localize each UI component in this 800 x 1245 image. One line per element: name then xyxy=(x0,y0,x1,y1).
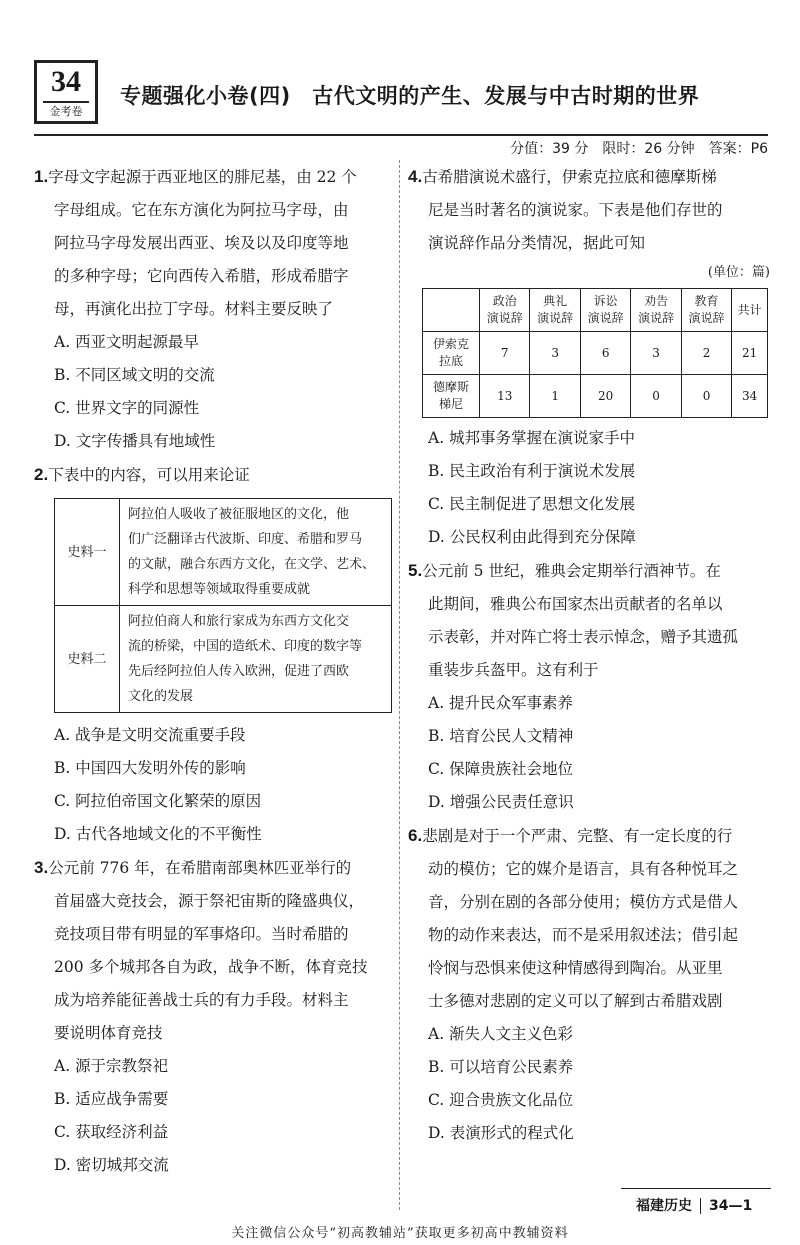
option-c[interactable]: C. 获取经济利益 xyxy=(54,1123,169,1141)
question-line: 阿拉马字母发展出西亚、埃及以及印度等地 xyxy=(54,234,349,252)
table-cell: 0 xyxy=(631,375,681,418)
option-a[interactable]: A. 战争是文明交流重要手段 xyxy=(54,726,246,744)
logo-badge xyxy=(34,60,98,124)
table-corner xyxy=(423,289,480,332)
question-6 xyxy=(408,819,770,1150)
header-cell: 典礼 演说辞 xyxy=(530,289,580,332)
question-number: 4. xyxy=(408,167,423,186)
header-cell: 诉讼 演说辞 xyxy=(580,289,630,332)
question-line: 首届盛大竞技会，源于祭祀宙斯的隆盛典仪， xyxy=(54,892,365,910)
option-d[interactable]: D. 文字传播具有地域性 xyxy=(54,432,216,450)
question-line: 古希腊演说术盛行，伊索克拉底和德摩斯梯 xyxy=(422,168,717,186)
question-line: 动的模仿；它的媒介是语言，具有各种悦耳之 xyxy=(428,860,739,878)
footer-divider xyxy=(621,1188,771,1189)
material-line: 阿拉伯人吸收了被征服地区的文化，他 xyxy=(128,507,350,522)
material-line: 先后经阿拉伯人传入欧洲，促进了西欧 xyxy=(128,664,350,679)
option-d[interactable]: D. 密切城邦交流 xyxy=(54,1156,169,1174)
header-cell: 共计 xyxy=(732,289,768,332)
question-line: 母，再演化出拉丁字母。材料主要反映了 xyxy=(54,300,334,318)
material-label: 史料一 xyxy=(55,499,120,606)
question-line: 此期间，雅典公布国家杰出贡献者的名单以 xyxy=(428,595,723,613)
bottom-note: 关注微信公众号“初高教辅站”获取更多初高中教辅资料 xyxy=(231,1226,569,1241)
option-a[interactable]: A. 城邦事务掌握在演说家手中 xyxy=(428,429,636,447)
question-line: 音，分别在剧的各部分使用；模仿方式是借人 xyxy=(428,893,739,911)
material-line: 们广泛翻译古代波斯、印度、希腊和罗马 xyxy=(128,532,363,547)
option-b[interactable]: B. 培育公民人文精神 xyxy=(428,727,574,745)
footer-subject: 福建历史 xyxy=(636,1198,692,1214)
option-c[interactable]: C. 民主制促进了思想文化发展 xyxy=(428,495,636,513)
question-line: 士多德对悲剧的定义可以了解到古希腊戏剧 xyxy=(428,992,723,1010)
material-table xyxy=(54,498,392,713)
option-c[interactable]: C. 保障贵族社会地位 xyxy=(428,760,574,778)
question-line: 字母文字起源于西亚地区的腓尼基，由 22 个 xyxy=(48,168,357,186)
question-number: 3. xyxy=(34,858,49,877)
question-2 xyxy=(34,458,394,851)
option-d[interactable]: D. 表演形式的程式化 xyxy=(428,1124,574,1142)
option-b[interactable]: B. 不同区域文明的交流 xyxy=(54,366,215,384)
material-line: 文化的发展 xyxy=(128,689,194,704)
table-cell: 2 xyxy=(681,332,731,375)
material-line: 流的桥梁，中国的造纸术、印度的数字等 xyxy=(128,639,363,654)
material-text xyxy=(120,499,392,606)
right-column xyxy=(408,160,770,1150)
question-3 xyxy=(34,851,394,1182)
option-c[interactable]: C. 阿拉伯帝国文化繁荣的原因 xyxy=(54,792,262,810)
page-footer xyxy=(636,1195,752,1215)
table-row xyxy=(423,332,768,375)
left-column xyxy=(34,160,394,1182)
table-cell: 34 xyxy=(732,375,768,418)
table-cell: 6 xyxy=(580,332,630,375)
option-c[interactable]: C. 世界文字的同源性 xyxy=(54,399,200,417)
question-number: 6. xyxy=(408,826,423,845)
question-number: 2. xyxy=(34,465,49,484)
header-cell: 政治 演说辞 xyxy=(480,289,530,332)
option-d[interactable]: D. 古代各地域文化的不平衡性 xyxy=(54,825,262,843)
table-row xyxy=(423,375,768,418)
logo-number: 34 xyxy=(51,65,81,98)
question-line: 成为培养能征善战士兵的有力手段。材料主 xyxy=(54,991,349,1009)
table-cell: 0 xyxy=(681,375,731,418)
question-line: 竞技项目带有明显的军事烙印。当时希腊的 xyxy=(54,925,349,943)
table-row xyxy=(55,606,392,713)
question-line: 重装步兵盔甲。这有利于 xyxy=(428,661,599,679)
option-c[interactable]: C. 迎合贵族文化品位 xyxy=(428,1091,574,1109)
question-line: 尼是当时著名的演说家。下表是他们存世的 xyxy=(428,201,723,219)
question-stem: 下表中的内容，可以用来论证 xyxy=(48,466,250,484)
option-a[interactable]: A. 渐失人文主义色彩 xyxy=(428,1025,574,1043)
question-line: 演说辞作品分类情况，据此可知 xyxy=(428,234,646,252)
question-line: 示表彰，并对阵亡将士表示悼念，赠予其遗孤 xyxy=(428,628,739,646)
option-a[interactable]: A. 源于宗教祭祀 xyxy=(54,1057,169,1075)
score-time-answer: 分值：39 分 限时：26 分钟 答案：P6 xyxy=(510,141,768,157)
option-b[interactable]: B. 适应战争需要 xyxy=(54,1090,169,1108)
header-divider xyxy=(34,134,768,136)
page-title: 专题强化小卷(四) 古代文明的产生、发展与中古时期的世界 xyxy=(120,84,700,108)
option-d[interactable]: D. 增强公民责任意识 xyxy=(428,793,574,811)
option-a[interactable]: A. 西亚文明起源最早 xyxy=(54,333,200,351)
material-text xyxy=(120,606,392,713)
question-line: 的多种字母；它向西传入希腊，形成希腊字 xyxy=(54,267,349,285)
question-line: 200 多个城邦各自为政，战争不断，体育竞技 xyxy=(54,958,368,976)
material-line: 的文献，融合东西方文化，在文学、艺术、 xyxy=(128,557,376,572)
table-cell: 13 xyxy=(480,375,530,418)
table-cell: 1 xyxy=(530,375,580,418)
logo-sub: 金考卷 xyxy=(43,101,89,119)
question-4 xyxy=(408,160,770,554)
question-line: 悲剧是对于一个严肃、完整、有一定长度的行 xyxy=(422,827,733,845)
column-divider xyxy=(399,160,401,1210)
question-line: 要说明体育竞技 xyxy=(54,1024,163,1042)
page-number: 34—1 xyxy=(709,1198,753,1214)
row-name: 德摩斯 梯尼 xyxy=(423,375,480,418)
question-number: 5. xyxy=(408,561,423,580)
speech-table xyxy=(422,288,768,418)
question-line: 物的动作来表达，而不是采用叙述法；借引起 xyxy=(428,926,739,944)
material-line: 科学和思想等领域取得重要成就 xyxy=(128,582,311,597)
table-row xyxy=(55,499,392,606)
question-line: 字母组成。它在东方演化为阿拉马字母，由 xyxy=(54,201,349,219)
option-a[interactable]: A. 提升民众军事素养 xyxy=(428,694,574,712)
table-cell: 3 xyxy=(631,332,681,375)
table-cell: 7 xyxy=(480,332,530,375)
material-line: 阿拉伯商人和旅行家成为东西方文化交 xyxy=(128,614,350,629)
question-number: 1. xyxy=(34,167,49,186)
question-5 xyxy=(408,554,770,819)
header-cell: 劝告 演说辞 xyxy=(631,289,681,332)
material-label: 史料二 xyxy=(55,606,120,713)
option-b[interactable]: B. 民主政治有利于演说术发展 xyxy=(428,462,636,480)
question-line: 公元前 776 年，在希腊南部奥林匹亚举行的 xyxy=(48,859,352,877)
question-1 xyxy=(34,160,394,458)
option-b[interactable]: B. 可以培育公民素养 xyxy=(428,1058,574,1076)
table-cell: 21 xyxy=(732,332,768,375)
option-d[interactable]: D. 公民权利由此得到充分保障 xyxy=(428,528,636,546)
option-b[interactable]: B. 中国四大发明外传的影响 xyxy=(54,759,246,777)
question-line: 怜悯与恐惧来使这种情感得到陶冶。从亚里 xyxy=(428,959,723,977)
table-cell: 3 xyxy=(530,332,580,375)
row-name: 伊索克 拉底 xyxy=(423,332,480,375)
table-unit: (单位：篇) xyxy=(707,265,770,280)
table-cell: 20 xyxy=(580,375,630,418)
question-line: 公元前 5 世纪，雅典会定期举行酒神节。在 xyxy=(422,562,721,580)
table-header-row xyxy=(423,289,768,332)
header-cell: 教育 演说辞 xyxy=(681,289,731,332)
